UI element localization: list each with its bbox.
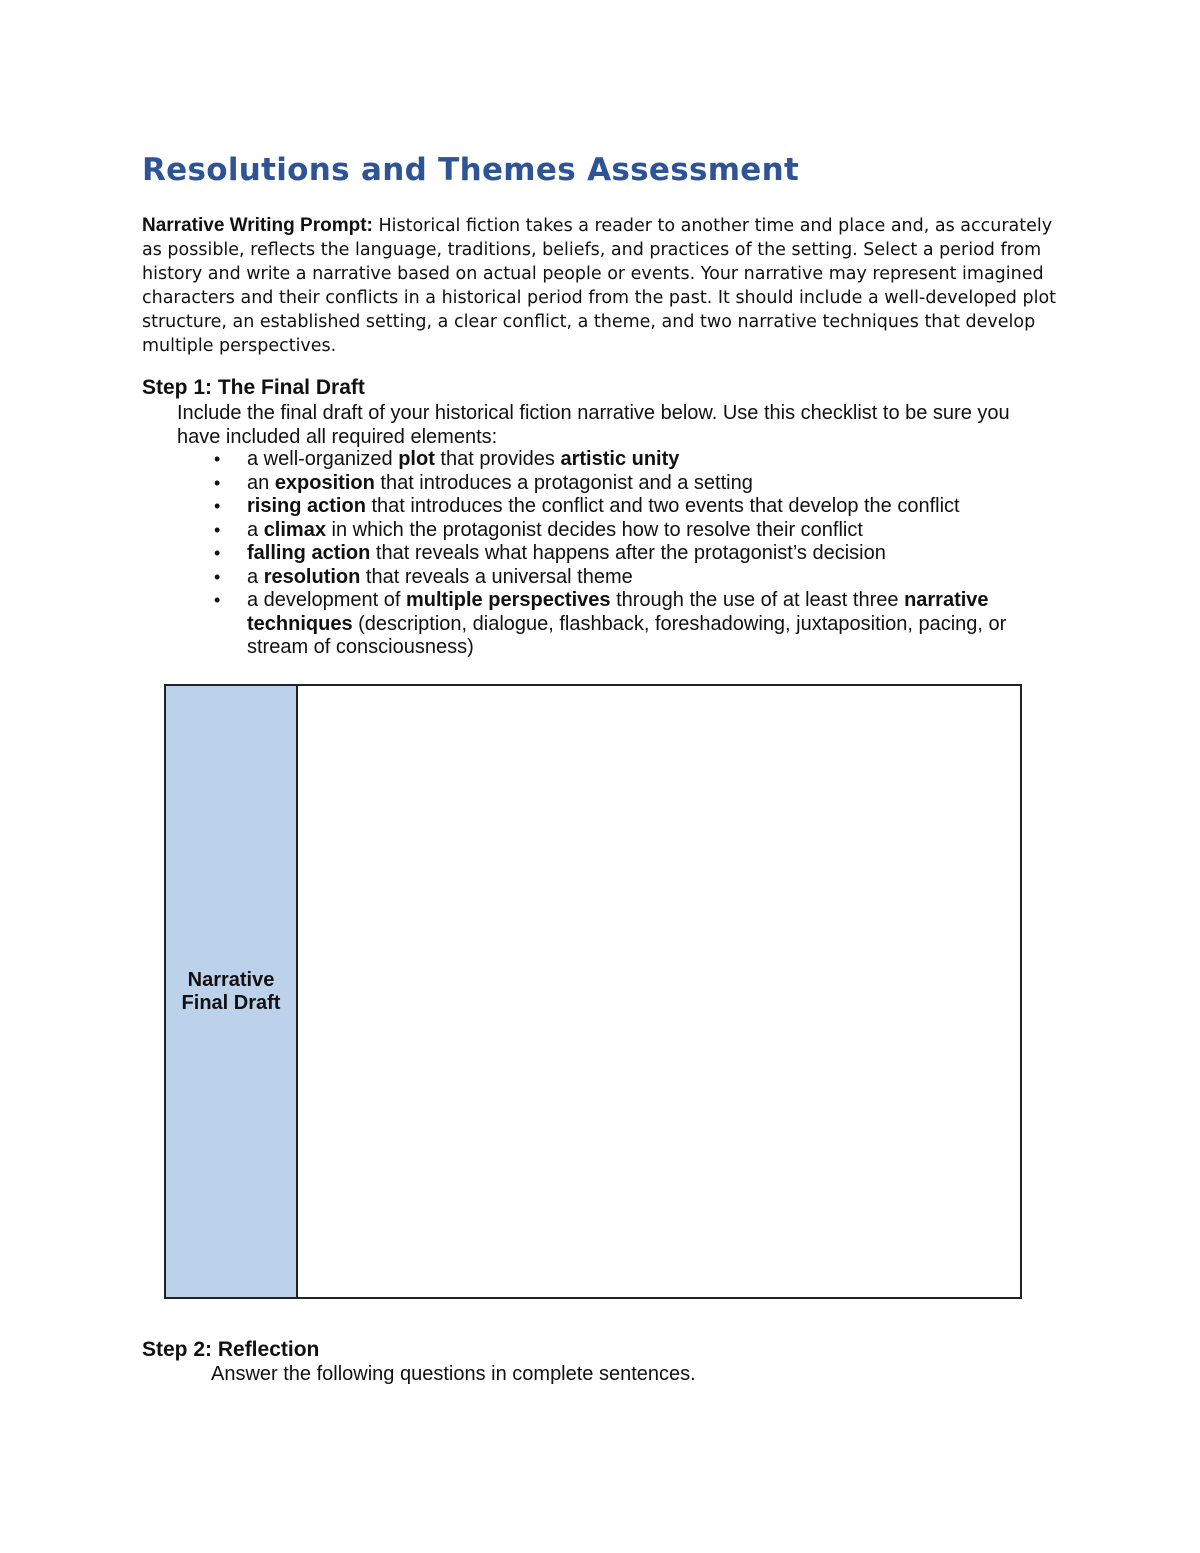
draft-label [176,969,286,1015]
step2-heading: Step 2: Reflection [142,1338,320,1361]
bullet-icon: • [214,566,221,587]
checklist-term: artistic unity [560,448,680,470]
checklist-item [210,472,1060,496]
prompt-label: Narrative Writing Prompt: [142,215,373,236]
bullet-icon: • [214,543,221,563]
checklist-item [210,589,1060,660]
checklist-term: multiple perspectives [406,589,611,611]
checklist-term: resolution [263,565,361,588]
draft-label-line2: Final Draft [181,991,281,1014]
checklist-term: falling action [247,542,371,564]
checklist-term: exposition [274,471,375,494]
checklist-text: an [247,471,275,494]
checklist-text: a well-organized [247,448,399,470]
checklist-item [210,519,1060,543]
checklist-text: a [247,565,264,588]
checklist-term: plot [398,448,435,470]
draft-content-cell[interactable] [298,686,1020,1297]
checklist-text: through the use of at least three [610,589,905,611]
checklist-term: narrative techniques [247,589,989,635]
checklist-text: in which the protagonist decides how to resolve their conflict [325,518,863,541]
step1-heading: Step 1: The Final Draft [142,376,365,399]
checklist-text: that introduces the conflict and two events that develop the conflict [365,495,960,517]
checklist-text: that provides [434,448,561,470]
checklist-text: (description, dialogue, flashback, foreshadowing, juxtaposition, pacing, or stream of consciousness) [247,612,1007,658]
checklist-text: that reveals what happens after the protagonist’s decision [370,542,886,564]
bullet-icon: • [214,590,221,610]
prompt-text: Historical fiction takes a reader to another time and place and, as accurately as possible, reflects the language, traditions, beliefs, and practices of the setting. Select a period from history and write a narrative based on actual people or events. Your narrative may represent imagined characters and their conflicts in a historical period from the past. It should include a well-developed plot structure, an established setting, a clear conflict, a theme, and two narrative techniques that develop multiple perspectives. [142,216,1057,356]
checklist-item [210,542,1060,566]
bullet-icon: • [214,449,221,469]
bullet-icon: • [214,519,221,540]
checklist-item [210,566,1060,590]
checklist-text: a [247,518,264,541]
checklist-text: that reveals a universal theme [360,565,633,588]
draft-label-cell [166,686,298,1297]
step2-intro: Answer the following questions in complete sentences. [211,1363,696,1385]
page-title: Resolutions and Themes Assessment [142,152,800,188]
checklist-item [210,495,1060,519]
draft-label-line1: Narrative [187,968,275,991]
checklist-term: rising action [247,495,366,517]
bullet-icon: • [214,496,221,516]
checklist-item [210,448,1060,472]
writing-prompt [142,214,1072,358]
checklist [210,448,1060,660]
checklist-text: a development of [247,589,406,611]
checklist-text: that introduces a protagonist and a setting [374,471,753,494]
checklist-term: climax [263,518,326,541]
step1-intro: Include the final draft of your historical fiction narrative below. Use this checklist to be sure you have included all required elements: [177,402,1010,448]
bullet-icon: • [214,472,221,493]
final-draft-table [164,684,1022,1299]
